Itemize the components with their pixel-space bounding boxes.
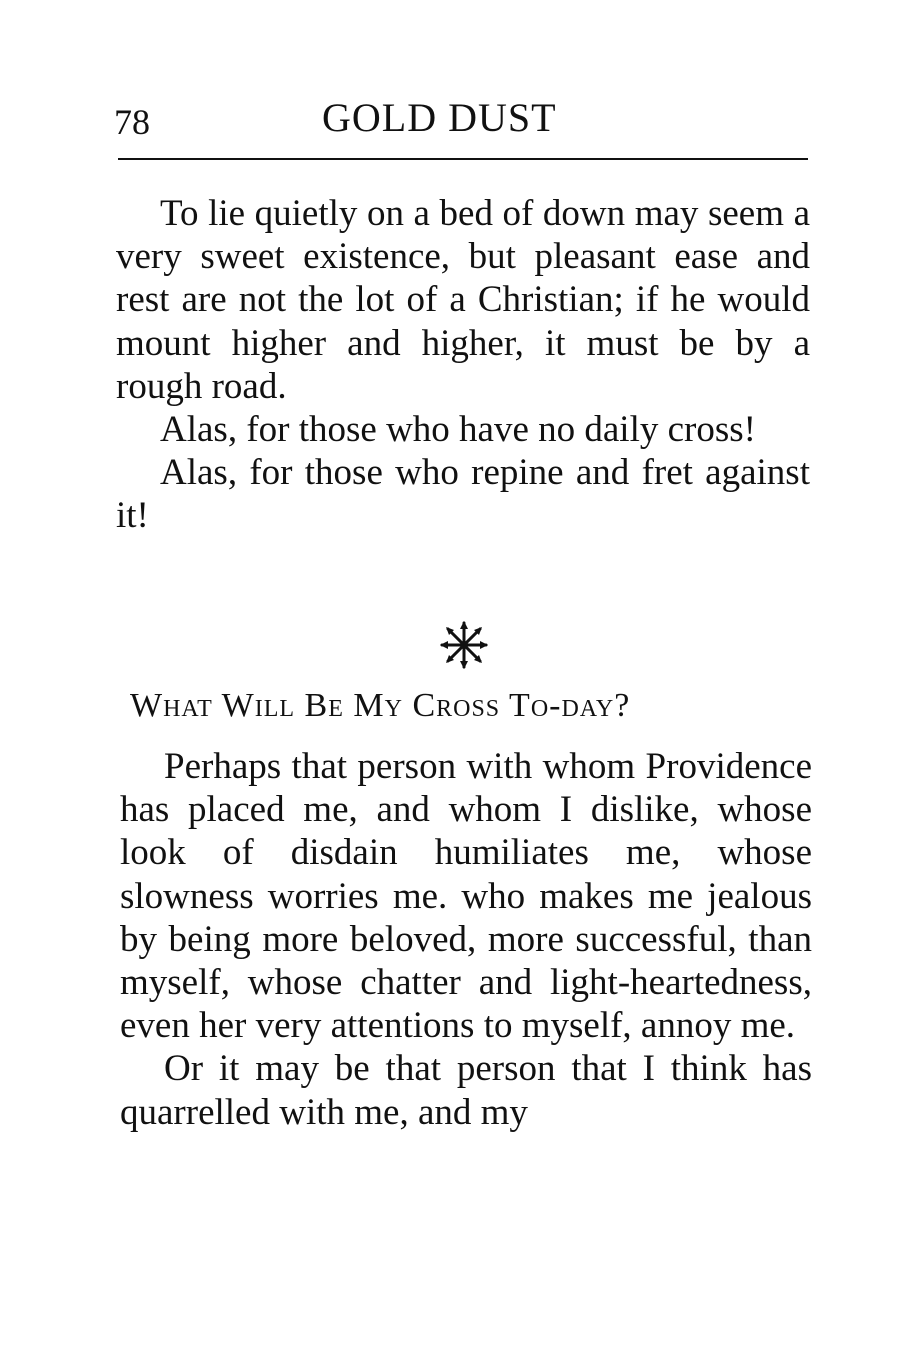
section-1	[116, 192, 810, 538]
page-header	[114, 92, 808, 142]
paragraph: Perhaps that person with whom Providence has placed me, and whom I dislike, whose look of disdain humiliates me, whose slowness worries me. who makes me jealous by being more beloved, more successful, than myself, whose chatter and light-heartedness, even her very attentions to myself, annoy me.	[120, 746, 812, 1047]
section-2	[120, 745, 812, 1134]
paragraph: Alas, for those who have no daily cross!	[160, 409, 756, 451]
header-rule	[118, 158, 808, 160]
page-number: 78	[114, 102, 150, 142]
section-heading: What Will Be My Cross To-day?	[130, 687, 631, 724]
paragraph: Alas, for those who repine and fret against it!	[116, 452, 810, 537]
running-title: GOLD DUST	[322, 95, 557, 140]
paragraph: Or it may be that person that I think has quarrelled with me, and my	[120, 1048, 812, 1133]
paragraph: To lie quietly on a bed of down may seem a very sweet existence, but pleasant ease and rest are not the lot of a Christian; if he would mount higher and higher, it must be by a rough road.	[116, 193, 810, 407]
snowflake-ornament-icon	[437, 620, 491, 670]
